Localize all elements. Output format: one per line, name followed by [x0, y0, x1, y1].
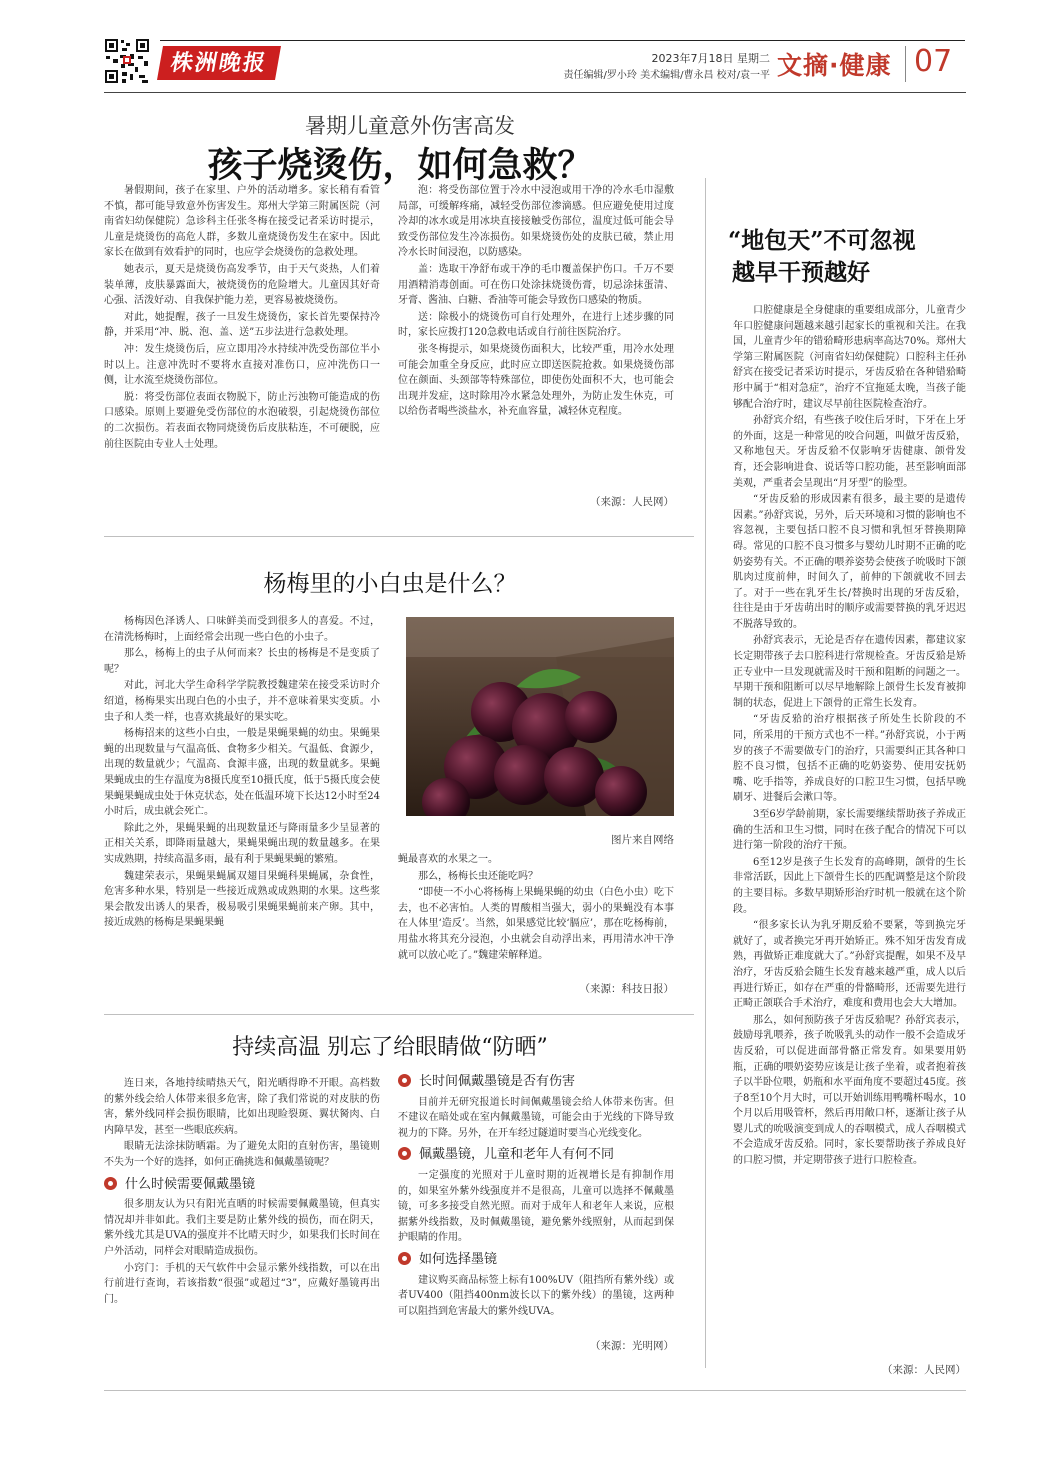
- article2-col1-para: 杨梅招来的这些小白虫，一般是果蝇果蝇的幼虫。果蝇果蝇的出现数量与气温高低、食物多少相关。气温低、食源少，出现的数量就少；气温高、食源丰盛，出现的数量就多。果蝇果蝇成虫的生存温度为8摄氏度至10摄氏度，低于5摄氏度会使果蝇果蝇成虫处于休克状态，处在低温环境下长达12小时至24小时后，成虫就会死亡。: [104, 728, 380, 818]
- article2-col2-para: 那么，杨梅长虫还能吃吗？: [418, 870, 538, 882]
- bullet-icon: [104, 1177, 117, 1190]
- section-name: 文摘·健康: [777, 51, 892, 80]
- article1-col2-para: 泡：将受伤部位置于冷水中浸泡或用干净的冷水毛巾湿敷局部，可缓解疼痛，减轻受伤部位渗滴感。但应避免使用过度冷却的冰水或是用冰块直接接触受伤部位，温度过低可能会导致受伤部位发生冷冻损伤。如果烧烫伤处的皮肤已破，禁止用冷水长时间浸泡，以防感染。: [398, 185, 674, 259]
- article1-source: （来源：人民网）: [590, 496, 674, 508]
- article3-intro-para: 连日来，各地持续晴热天气，阳光晒得睁不开眼。高档数的紫外线会给人体带来很多危害，除了我们常说的对皮肤的伤害，紫外线同样会损伤眼睛，比如出现睑裂斑、翼状胬肉、白内障早发，甚至一些眼底疾病。: [104, 1078, 380, 1136]
- page-number: 07: [914, 44, 953, 79]
- article1-col2-para: 送：除极小的烧烫伤可自行处理外，在进行上述步骤的同时，家长应拨打120急救电话或自行前往医院治疗。: [398, 311, 674, 339]
- article1-column-2: [398, 183, 674, 488]
- article1-col1-para: 她表示，夏天是烧烫伤高发季节，由于天气炎热，人们着装单薄，皮肤暴露面大，被烧烫伤的危险增大。儿童因其好奇心强、活泼好动、自我保护能力差，更容易被烧烫伤。: [104, 263, 380, 307]
- article3-column-1: [104, 1076, 380, 1346]
- subhead-text: 长时间佩戴墨镜是否有伤害: [419, 1074, 576, 1089]
- article2-col1-para: 除此之外，果蝇果蝇的出现数量还与降雨量多少呈显著的正相关关系，即降雨量越大，果蝇果蝇出现的数量越多。在果实成熟期，持续高温多雨，最有利于果蝇果蝇的繁殖。: [104, 822, 380, 865]
- article1-kicker: 暑期儿童意外伤害高发: [305, 114, 515, 138]
- article4-para: “牙齿反𬌗的形成因素有很多，最主要的是遗传因素。”孙舒宾说，另外，后天环境和习惯的影响也不容忽视，主要包括口腔不良习惯和乳恒牙替换期障碍。常见的口腔不良习惯多与婴幼儿时期不正确的吃奶姿势有关。不正确的喂养姿势会使孩子吮吸时下颌肌肉过度前伸，时间久了，前伸的下颌就收不回去了。对于一些在乳牙生长/替换时出现的牙齿反𬌗，往往是由于牙齿萌出时的顺序或需要替换的乳牙迟迟不脱落导致的。: [733, 494, 966, 630]
- article2-title: 杨梅里的小白虫是什么？: [263, 571, 517, 597]
- article2-source: （来源：科技日报）: [579, 983, 674, 995]
- article3-sub1-para: 很多朋友认为只有阳光直晒的时候需要佩戴墨镜，但真实情况却并非如此。我们主要是防止紫外线的损伤，而在阴天，紫外线尤其是UVA的强度并不比晴天时少，如果我们长时间在户外活动，同样会对眼睛造成损伤。: [104, 1199, 380, 1257]
- subhead-text: 佩戴墨镜，儿童和老年人有何不同: [419, 1147, 615, 1163]
- subhead-text: 什么时候需要佩戴墨镜: [125, 1176, 256, 1192]
- article1-title: 孩子烧烫伤，如何急救？: [207, 146, 593, 186]
- article2-column-2: [398, 852, 674, 977]
- section-rule-2: [104, 1014, 694, 1015]
- article2-col1-para: 魏建荣表示，果蝇果蝇属双翅目果蝇科果蝇属，杂食性，危害多种水果，特别是一些接近成熟或成熟期的水果。这些浆果会散发出诱人的果香，极易吸引果蝇果蝇前来产卵。其中，接近成熟的杨梅是果蝇果蝇: [104, 870, 380, 929]
- newspaper-logo: [157, 46, 281, 80]
- article1-col1-para: 冲：发生烧烫伤后，应立即用冷水持续冲洗受伤部位半小时以上。注意冲洗时不要将水直接对准伤口，应冲洗伤口一侧，让水流至烧烫伤部位。: [104, 343, 380, 387]
- article3-title: 持续高温 别忘了给眼睛做“防晒”: [232, 1035, 548, 1060]
- logo-text: 株洲晚报: [168, 50, 270, 76]
- article3-intro-para: 眼睛无法涂抹防晒霜。为了避免太阳的直射伤害，墨镜则不失为一个好的选择，如何正确挑选和佩戴墨镜呢？: [104, 1141, 380, 1168]
- subhead-long-wear: [398, 1074, 674, 1091]
- bullet-icon: [398, 1252, 411, 1265]
- article4-para: 6至12岁是孩子生长发育的高峰期，颌骨的生长非常活跃，因此上下颌骨生长的匹配调整是这个阶段的主要目标。多数早期矫形治疗时机一般就在这个阶段。: [733, 856, 966, 915]
- header-bottom-rule: [104, 92, 966, 93]
- right-column-divider: [705, 178, 706, 1368]
- qr-code[interactable]: [104, 38, 150, 84]
- bayberry-photo: [406, 617, 674, 816]
- header-top-rule: [160, 40, 965, 41]
- article2-col1-para: 杨梅因色泽诱人、口味鲜美而受到很多人的喜爱。不过，在清洗杨梅时，上面经常会出现一些白色的小虫子。: [104, 616, 380, 643]
- article2-column-1: [104, 614, 380, 984]
- article1-col2-para: 张冬梅提示，如果烧烫伤面积大，比较严重，用冷水处理可能会加重全身反应，此时应立即送医院抢救。如果烧烫伤部位在颜面、头颈部等特殊部位，即使伤处面积不大，也可能会出现并发症，这时除用冷水紧急处理外，为防止发生休克，可以给伤者喝些淡盐水，补充血容量，减轻休克程度。: [398, 343, 674, 418]
- article2-col2-para: “即使一不小心将杨梅上果蝇果蝇的幼虫（白色小虫）吃下去，也不必害怕。人类的胃酸相当强大，弱小的果蝇没有本事在人体里‘造反’。当然，如果感觉比较‘膈应’，那在吃杨梅前，用盐水将其充分浸泡，小虫就会自动浮出来，再用清水冲干净就可以放心吃了。”魏建荣解释道。: [398, 887, 674, 961]
- article1-col1-para: 脱：将受伤部位表面衣物脱下，防止污浊物可能造成的伤口感染。原则上要避免受伤部位的水泡破裂，引起烧烫伤部位的二次损伤。若表面衣物同烧烫伤后皮肤粘连，不可硬脱，应前往医院由专业人士处理。: [104, 391, 380, 450]
- bullet-icon: [398, 1147, 411, 1160]
- section-rule-1: [104, 536, 694, 537]
- article4-para: 那么，如何预防孩子牙齿反𬌗呢？孙舒宾表示，鼓励母乳喂养，孩子吮吸乳头的动作一般不会造成牙齿反𬌗，可以促进面部骨骼正常发育。如果要用奶瓶，正确的喂奶姿势应该是让孩子坐着，或者抱着孩子以半卧位喂，奶瓶和水平面角度不要超过45度。孩子8至10个月大时，可以开始训练用鸭嘴杯喝水，10个月以后用吸管杯，然后再用敞口杯，逐渐让孩子从婴儿式的吮吸演变到成人的吞咽模式，成人吞咽模式不会造成牙齿反𬌗。同时，家长要帮助孩子养成良好的口腔习惯，并定期带孩子进行口腔检查。: [733, 1014, 966, 1167]
- article3-sub2-para: 目前并无研究报道长时间佩戴墨镜会给人体带来伤害。但不建议在暗处或在室内佩戴墨镜，可能会由于光线的下降导致视力的下降。另外，在开车经过隧道时要当心光线变化。: [398, 1096, 674, 1139]
- section-divider: [905, 46, 906, 82]
- article3-source: （来源：光明网）: [590, 1340, 674, 1352]
- article1-col1-para: 暑假期间，孩子在家里、户外的活动增多。家长稍有看管不慎，都可能导致意外伤害发生。郑州大学第三附属医院（河南省妇幼保健院）急诊科主任张冬梅在接受记者采访时提示，儿童是烧烫伤的高危人群，多数儿童烧烫伤发生在家中。因此家长在做到有效看护的同时，也应学会烧烫伤的急救处理。: [104, 185, 380, 259]
- article4-para: “牙齿反𬌗的治疗根据孩子所处生长阶段的不同，所采用的干预方式也不一样。”孙舒宾说，小于两岁的孩子不需要做专门的治疗，只需要纠正其各种口腔不良习惯，包括不正确的吃奶姿势、使用安抚奶嘴、吃手指等，养成良好的口腔卫生习惯，包括早晚刷牙、进餐后会漱口等。: [733, 714, 966, 804]
- subhead-text: 如何选择墨镜: [419, 1251, 498, 1267]
- article1-col1-para: 对此，她提醒，孩子一旦发生烧烫伤，家长首先要保持冷静，并采用“冲、脱、泡、盖、送”五步法进行急救处理。: [104, 311, 380, 339]
- footer-rule: [104, 1390, 966, 1391]
- header-editors: 责任编辑/罗小玲 美术编辑/曹永昌 校对/袁一平: [563, 70, 770, 81]
- photo-caption: 图片来自网络: [611, 834, 674, 846]
- article4-para: 3至6岁学龄前期，家长需要继续帮助孩子养成正确的生活和卫生习惯，同时在孩子配合的情况下可以进行第一阶段的治疗干预。: [733, 809, 966, 852]
- article3-sub1-para: 小窍门：手机的天气软件中会显示紫外线指数，可以在出行前进行查询，若该指数“很强”或超过“3”，应戴好墨镜再出门。: [104, 1262, 380, 1305]
- article4-para: “很多家长认为乳牙期反𬌗不要紧，等到换完牙就好了，或者换完牙再开始矫正。殊不知牙齿发育成熟，再做矫正难度就大了。”孙舒宾提醒，如果不及早治疗，牙齿反𬌗会随生长发育越来越严重，成人以后再进行矫正，如存在严重的骨骼畸形，还需要先进行正畸正颌联合手术治疗，难度和费用也会大大增加。: [733, 920, 966, 1010]
- header-date: 2023年7月18日 星期二: [651, 52, 770, 65]
- article4-title-line1: “地包天”不可忽视: [728, 227, 916, 254]
- article1-column-1: [104, 183, 380, 513]
- article4-body: [733, 303, 966, 1361]
- article4-para: 孙舒宾表示，无论是否存在遗传因素，都建议家长定期带孩子去口腔科进行常规检查。牙齿反𬌗是矫正专业中一旦发现就需及时干预和阻断的问题之一。早期干预和阻断可以尽早地解除上颌骨生长发育被抑制的状态，促进上下颌骨的正常生长发育。: [733, 635, 966, 709]
- article3-column-2: [398, 1074, 674, 1338]
- article4-para: 口腔健康是全身健康的重要组成部分，儿童青少年口腔健康问题越来越引起家长的重视和关注。在我国，儿童青少年的错𬌗畸形患病率高达70%。郑州大学第三附属医院（河南省妇幼保健院）口腔科主任孙舒宾在接受记者采访时提示，牙齿反𬌗在各种错𬌗畸形中属于“相对急症”，治疗不宜拖延太晚，当孩子能够配合治疗时，建议尽早前往医院检查治疗。: [733, 305, 966, 410]
- article3-sub4-para: 建议购买商品标签上标有100%UV（阻挡所有紫外线）或者UV400（阻挡400nm波长以下的紫外线）的墨镜，这两种可以阻挡到危害最大的紫外线UVA。: [398, 1274, 674, 1317]
- article4-source: （来源：人民网）: [882, 1364, 966, 1376]
- subhead-when-to-wear: [104, 1177, 380, 1194]
- article4-title-line2: 越早干预越好: [732, 259, 870, 286]
- article2-col2-para: 蝇最喜欢的水果之一。: [398, 854, 498, 865]
- article4-para: 孙舒宾介绍，有些孩子咬住后牙时，下牙在上牙的外面，这是一种常见的咬合问题，叫做牙齿反𬌗，又称地包天。牙齿反𬌗不仅影响牙齿健康、颌骨发育，还会影响进食、说话等口腔功能，甚至影响面部美观，严重者会呈现出“月牙型”的脸型。: [733, 415, 966, 489]
- subhead-children-elderly: [398, 1147, 674, 1164]
- article2-col1-para: 那么，杨梅上的虫子从何而来？长虫的杨梅是不是变质了呢？: [104, 648, 380, 675]
- article2-col1-para: 对此，河北大学生命科学学院教授魏建荣在接受采访时介绍道，杨梅果实出现白色的小虫子，并不意味着果实变质。小虫子和人类一样，也喜欢挑最好的果实吃。: [104, 680, 380, 723]
- subhead-how-to-choose: [398, 1252, 674, 1269]
- bullet-icon: [398, 1074, 411, 1087]
- article3-sub3-para: 一定强度的光照对于儿童时期的近视增长是有抑制作用的，如果室外紫外线强度并不是很高，儿童可以选择不佩戴墨镜，可多多接受自然光照。而对于成年人和老年人来说，应根据紫外线指数，及时佩戴墨镜，避免紫外线照射，从而起到保护眼睛的作用。: [398, 1169, 674, 1244]
- article1-col2-para: 盖：选取干净舒布或干净的毛巾覆盖保护伤口。千万不要用酒精消毒创面。可在伤口处涂抹烧烫伤膏，切忌涂抹蛋清、牙膏、酱油、白糖、香油等可能会导致伤口感染的物质。: [398, 263, 674, 307]
